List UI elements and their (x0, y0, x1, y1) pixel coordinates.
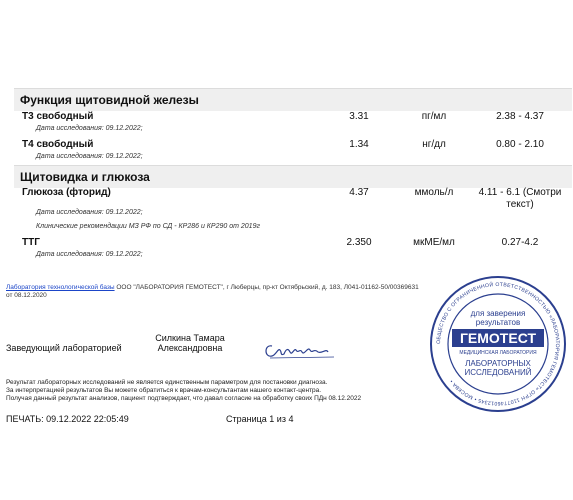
section-title: Функция щитовидной железы (20, 93, 199, 107)
stamp-line1: для заверения (470, 309, 526, 318)
lab-seal-stamp (428, 274, 568, 414)
handwritten-signature (262, 334, 342, 364)
section-header-thyroid (14, 88, 572, 111)
test-unit: пг/мл (421, 111, 447, 122)
test-reference: 4.11 - 6.1 (Смотри текст) (478, 187, 562, 210)
note-line: За интерпретацией результатов Вы можете обратиться к врачам-консультантам нашего контакт-центра. (6, 387, 322, 394)
test-note: Клинические рекомендации МЗ РФ по СД - КР286 и КР290 от 2019г (36, 223, 260, 230)
test-reference: 0.80 - 2.10 (496, 139, 544, 150)
test-unit: нг/дл (422, 139, 446, 150)
test-unit: мкМЕ/мл (413, 237, 455, 248)
test-name: ТТГ (22, 237, 40, 248)
test-value: 4.37 (349, 187, 369, 198)
signer-role: Заведующий лабораторией (6, 343, 122, 353)
stamp-line4: ИССЛЕДОВАНИЙ (464, 368, 532, 377)
stamp-ring-text: ОБЩЕСТВО С ОГРАНИЧЕННОЙ ОТВЕТСТВЕННОСТЬЮ «ЛАБОРАТОРИЯ ГЕМОТЕСТ» ОГРН 1107746012345 • МОСКВА • (435, 281, 561, 407)
page-indicator: Страница 1 из 4 (226, 414, 294, 424)
signer-name-line1: Силкина Тамара (155, 333, 225, 343)
signer-name-line2: Александровна (157, 343, 223, 353)
test-value: 3.31 (349, 111, 369, 122)
test-date: Дата исследования: 09.12.2022; (36, 251, 143, 258)
disclaimer-notes (6, 379, 361, 403)
test-date: Дата исследования: 09.12.2022; (36, 153, 143, 160)
lab-details: ООО "ЛАБОРАТОРИЯ ГЕМОТЕСТ", г Люберцы, пр-кт Октябрьский, д. 183, Л041-01162-50/00369631 от 08.12.2020 (6, 284, 419, 299)
test-name: Т3 свободный (22, 111, 94, 122)
test-value: 1.34 (349, 139, 369, 150)
test-unit: ммоль/л (414, 187, 454, 198)
test-date: Дата исследования: 09.12.2022; (36, 209, 143, 216)
stamp-brand: ГЕМОТЕСТ (459, 330, 537, 346)
note-line: Получая данный результат анализов, пациент подтверждает, что давал согласие на обработку своих ПДн 08.12.2022 (6, 395, 362, 402)
test-date: Дата исследования: 09.12.2022; (36, 125, 143, 132)
section-title: Щитовидка и глюкоза (20, 170, 150, 184)
section-header-thyroid-glucose (14, 165, 572, 188)
test-name: Глюкоза (фторид) (22, 187, 111, 198)
note-line: Результат лабораторных исследований не является единственным параметром для постановки диагноза. (6, 379, 328, 386)
lab-link[interactable]: Лаборатория технологической базы (6, 284, 115, 291)
test-name: Т4 свободный (22, 139, 94, 150)
test-reference: 2.38 - 4.37 (496, 111, 544, 122)
test-value: 2.350 (346, 237, 372, 248)
print-timestamp: ПЕЧАТЬ: 09.12.2022 22:05:49 (6, 414, 129, 424)
stamp-subtitle: МЕДИЦИНСКАЯ ЛАБОРАТОРИЯ (459, 350, 537, 356)
test-reference: 0.27-4.2 (501, 237, 539, 248)
lab-info (6, 284, 426, 300)
stamp-line3: ЛАБОРАТОРНЫХ (465, 359, 531, 368)
stamp-line2: результатов (475, 318, 521, 327)
